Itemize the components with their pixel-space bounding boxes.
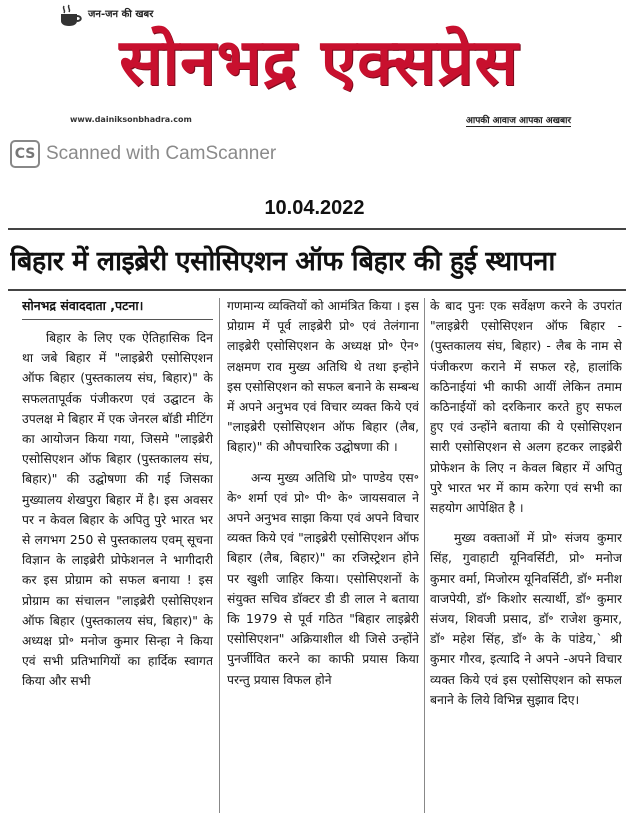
scanner-watermark [10,138,276,170]
masthead [0,0,629,132]
newspaper-title: सोनभद्र एक्सप्रेस [119,26,519,100]
column-divider [219,298,220,813]
article-headline: बिहार में लाइब्रेरी एसोसिएशन ऑफ बिहार की हुई स्थापना [10,246,555,277]
camscanner-logo-icon: CS [10,140,40,168]
masthead-website: www.dainiksonbhadra.com [70,115,192,124]
article-column-2 [227,296,419,814]
article-paragraph: अन्य मुख्य अतिथि प्रो॰ पाण्डेय एस॰ के॰ शर्मा एवं प्रो॰ पी॰ के॰ जायसवाल ने अपने अनुभव साझा किया एवं अपने विचार व्यक्त किये एवं "लाइब्रेरी एसोसिएशन ऑफ बिहार (लैब, बिहार)" का रजिस्ट्रेशन होने पर खुशी जाहिर किया। एसोसिएशनों के संयुक्त सचिव डॉक्टर डी डी लाल ने बताया कि 1979 से पूर्व गठित "बिहार लाइब्रेरी एसोसिएशन" अक्रियाशील थी जिसे उन्होंने पुनर्जीवित करने का काफी प्रयास किया परन्तु प्रयास विफल होने [227,470,419,687]
scanner-text: Scanned with CamScanner [46,143,277,164]
article-paragraph: मुख्य वक्ताओं में प्रो॰ संजय कुमार सिंह, गुवाहाटी यूनिवर्सिटी, प्रो॰ मनोज कुमार वर्मा, मिजोरम यूनिवर्सिटी, डॉ॰ मनीश वाजपेयी, डॉ॰ किशोर सत्यार्थी, डॉ॰ कुमार संजय, शिवजी प्रसाद, डॉ॰ राजेश कुमार, डॉ॰ महेश सिंह, डॉ॰ के के पांडेय,` श्री कुमार गौरव, इत्यादि ने अपने -अपने विचार व्यक्त किये एवं इस एसोसिएशन को सफल बनाने के लिये विभिन्न सुझाव दिए। [430,531,622,707]
divider [8,289,626,291]
masthead-slogan: आपकी आवाज आपका अखबार [466,113,571,127]
article-paragraph: गणमान्य व्यक्तियों को आमंत्रित किया । इस प्रोग्राम में पूर्व लाइब्रेरी प्रो॰ एवं तेलंगाना लाइब्रेरी एसोसिएशन के अध्यक्ष प्रो॰ ऐन॰ लक्षमण राव मुख्य अतिथि थे तथा इन्होने इस एसोसिएशन को सफल बनाने के सम्बन्ध में अपने अनुभव एवं विचार व्यक्त किये एवं "लाइब्रेरी एसोसिएशन ऑफ बिहार (लैब, बिहार)" की औपचारिक उद्घोषणा की । [227,299,419,455]
article-paragraph: बिहार के लिए एक ऐतिहासिक दिन था जबे बिहार में "लाइब्रेरी एसोसिएशन ऑफ बिहार (पुस्तकालय संघ, बिहार)" के सफलतापूर्वक पंजीकरण एवं उद्घाटन के उपलक्ष मे बिहार में एक जेनरल बॉडी मीटिंग का आयोजन किया गया, जिसमे "लाइब्रेरी एसोसिएशन ऑफ बिहार (पुस्तकालय संघ, बिहार)" की उद्घोषणा की गई जिसका मुख्यालय शेखपुरा बिहार में है। इस अवसर पर न केवल बिहार के अपितु पुरे भारत भर से लगभग 250 से पुस्तकालय एवम् सूचना विज्ञान के लाइब्रेरी प्रोफेशनल ने भागीदारी कर इस प्रोग्राम को सफल बनाया ! इस प्रोग्राम का संचालन "लाइब्रेरी एसोसिएशन ऑफ बिहार (पुस्तकालय संघ, बिहार)" के अध्यक्ष प्रो॰ मनोज कुमार सिन्हा ने किया एवं सभी प्रतिभागियों का हार्दिक स्वागत किया और सभी [22,331,213,689]
article-column-1 [22,296,213,814]
article-column-3 [430,296,622,814]
column-divider [424,298,425,813]
publication-date: 10.04.2022 [264,197,365,219]
divider [8,228,626,230]
article-paragraph: के बाद पुनः एक सर्वेक्षण करने के उपरांत "लाइब्रेरी एसोसिएशन ऑफ बिहार - (पुस्तकालय संघ, बिहार) - लैब के नाम से पंजीकरण कराने में सफल रहे, हालांकि कठिनाईयां भी काफी आयीं लेकिन तमाम कठिनाईयों को दरकिनार करते हुए सफल हुए एवं उन्होंने बताया की ये एसोसिएशन सारी एसोसिएशन से अलग हटकर लाइब्रेरी प्रोफेशन के लिए न केवल बिहार में अपितु पुरे भारत भर में काम करेगा एवं सभी का सहयोग आपेक्षित है । [430,299,622,516]
article-byline: सोनभद्र संवाददाता ,पटना। [22,296,213,320]
masthead-tagline: जन-जन की खबर [88,9,154,20]
